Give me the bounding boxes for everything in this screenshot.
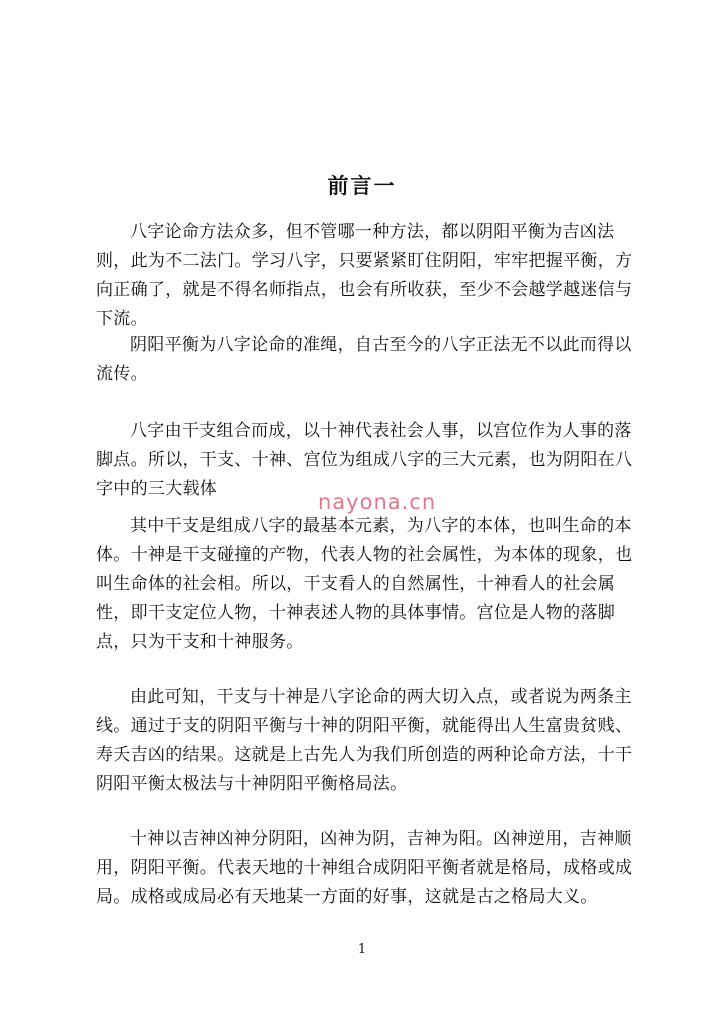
paragraph-5: 由此可知，干支与十神是八字论命的两大切入点，或者说为两条主线。通过于支的阴阳平衡与十神的阴阳平衡，就能得出人生富贵贫贱、寿夭吉凶的结果。这就是上古先人为我们所创造的两种论命方法，十干阴阳平衡太极法与十神阴阳平衡格局法。 <box>96 687 633 794</box>
paragraph-1: 八字论命方法众多，但不管哪一种方法，都以阴阳平衡为吉凶法则，此为不二法门。学习八字，只要紧紧盯住阴阳，牢牢把握平衡，方向正确了，就是不得名师指点，也会有所收获，至少不会越学越迷信与下流。 <box>96 222 633 329</box>
paragraph-3: 八字由干支组合而成，以十神代表社会人事，以宫位作为人事的落脚点。所以，干支、十神、宫位为组成八字的三大元素，也为阴阳在八字中的三大载体 <box>96 421 633 499</box>
paragraph-2: 阴阳平衡为八字论命的准绳，自古至今的八字正法无不以此而得以流传。 <box>96 335 632 384</box>
paragraph-4: 其中干支是组成八字的最基本元素，为八字的本体，也叫生命的本体。十神是干支碰撞的产物，代表人物的社会属性，为本体的现象，也叫生命体的社会相。所以，干支看人的自然属性，十神看人的社会属性，即干支定位人物，十神表述人物的具体事情。宫位是人物的落脚点，只为干支和十神服务。 <box>96 516 633 652</box>
page-title: 前言一 <box>327 173 397 198</box>
paragraph-6: 十神以吉神凶神分阴阳，凶神为阴，吉神为阳。凶神逆用，吉神顺用，阴阳平衡。代表天地的十神组合成阴阳平衡者就是格局，成格或成局。成格或成局必有天地某一方面的好事，这就是古之格局大义。 <box>96 829 633 907</box>
page-number: 1 <box>357 942 367 957</box>
watermark-text: nayona.cn <box>318 490 437 514</box>
